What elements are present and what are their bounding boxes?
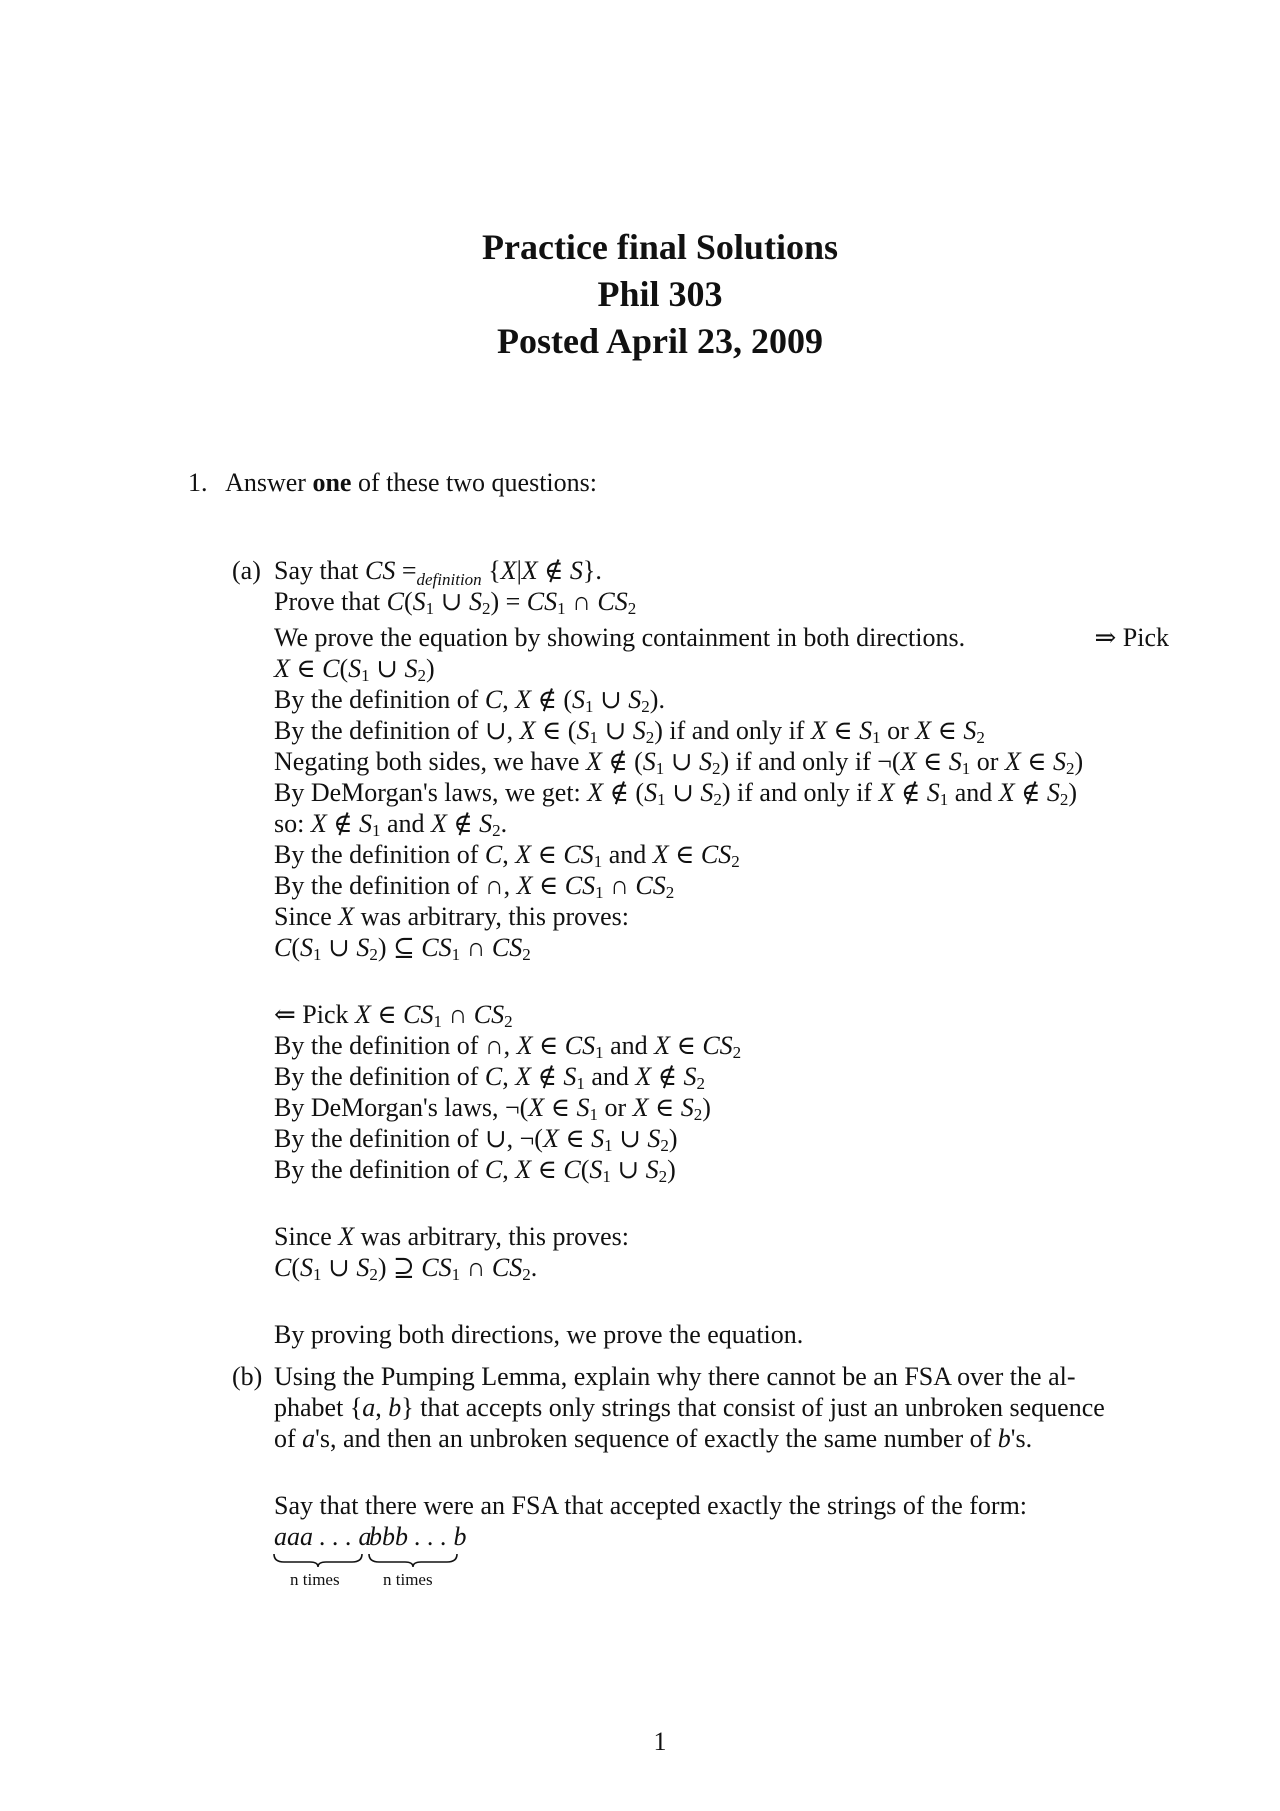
pick-x-line: X ∈ $C(S_1$ ∪ $S_2$): [274, 654, 435, 685]
subset-result: $C(S_1$ ∪ $S_2$) ⊆ $CS_1$ ∩ $CS_2$: [274, 933, 531, 964]
def-intersection-line: By the definition of ∩, X ∈ $CS_1$ ∩ $CS_2$: [274, 871, 675, 902]
page-title: Practice final Solutions: [482, 227, 838, 267]
question-number: 1.: [188, 468, 208, 497]
part-b-line-1: Using the Pumping Lemma, explain why there cannot be an FSA over the al-: [274, 1362, 1076, 1391]
so-line: so: X ∉ $S_1$ and X ∉ $S_2$.: [274, 809, 508, 840]
part-b-line-3: of a's, and then an unbroken sequence of exactly the same number of b's.: [274, 1424, 1033, 1453]
underbrace-b: [367, 1552, 459, 1568]
prompt-pre: Answer: [225, 468, 306, 497]
brace-b-label: n times: [383, 1570, 433, 1589]
page-number: 1: [653, 1727, 667, 1756]
since-line-1: Since X was arbitrary, this proves:: [274, 902, 630, 931]
reverse-complement-line: By the definition of C, X ∈ $C(S_1$ ∪ $S_2$): [274, 1155, 676, 1186]
reverse-demorgan-line: By DeMorgan's laws, ¬(X ∈ $S_1$ or X ∈ $S_2$): [274, 1093, 711, 1124]
reverse-pick-line: ⇐ Pick X ∈ $CS_1$ ∩ $CS_2$: [274, 1000, 513, 1031]
reverse-intersection-line: By the definition of ∩, X ∈ $CS_1$ and X ∈ $CS_2$: [274, 1031, 742, 1062]
superset-result: $C(S_1$ ∪ $S_2$) ⊇ $CS_1$ ∩ $CS_2$.: [274, 1253, 538, 1284]
definition-line: Say that CS $=_{definition}$ {X|X ∉ S}.: [274, 556, 602, 589]
prompt-bold: one: [312, 468, 352, 497]
reverse-union-line: By the definition of ∪, ¬(X ∈ $S_1$ ∪ $S_2$): [274, 1124, 678, 1155]
prove-line: Prove that $C(S_1$ ∪ $S_2) = CS_1$ ∩ $CS_2$: [274, 587, 637, 618]
def-c-complement-line: By the definition of C, X ∈ $CS_1$ and X ∈ $CS_2$: [274, 840, 740, 871]
brace-a-label: n times: [290, 1570, 340, 1589]
reverse-def-c-line: By the definition of C, X ∉ $S_1$ and X ∉ $S_2$: [274, 1062, 706, 1093]
part-b-label: (b): [232, 1362, 263, 1391]
demorgan-line: By DeMorgan's laws, we get: X ∉ ($S_1$ ∪ $S_2$) if and only if X ∉ $S_1$ and X ∉ $S_2$): [274, 778, 1078, 809]
question-1-prompt: [188, 468, 597, 498]
brace-b-string: bbb . . . b: [369, 1522, 467, 1551]
part-b-line-2: phabet {a, b} that accepts only strings that consist of just an unbroken sequence: [274, 1393, 1105, 1422]
part-b-answer: Say that there were an FSA that accepted exactly the strings of the form:: [274, 1491, 1028, 1520]
step-def-c-line: By the definition of C, X ∉ ($S_1$ ∪ $S_2$).: [274, 685, 665, 716]
underbrace-a: [272, 1552, 364, 1568]
step-union-line: By the definition of ∪, X ∈ ($S_1$ ∪ $S_2$) if and only if X ∈ $S_1$ or X ∈ $S_2$: [274, 716, 985, 747]
negating-line: Negating both sides, we have X ∉ ($S_1$ ∪ $S_2$) if and only if ¬(X ∈ $S_1$ or X ∈ $S_2$): [274, 747, 1084, 778]
posted-date: Posted April 23, 2009: [496, 321, 823, 361]
part-a-label: (a): [232, 556, 261, 585]
since-line-2: Since X was arbitrary, this proves:: [274, 1222, 630, 1251]
prompt-post: of these two questions:: [357, 468, 597, 497]
intro-line: We prove the equation by showing containment in both directions. ⇒ Pick: [274, 623, 1169, 652]
brace-a-string: aaa . . . a: [274, 1522, 372, 1551]
course-name: Phil 303: [597, 274, 723, 314]
conclusion-line: By proving both directions, we prove the equation.: [274, 1320, 804, 1349]
